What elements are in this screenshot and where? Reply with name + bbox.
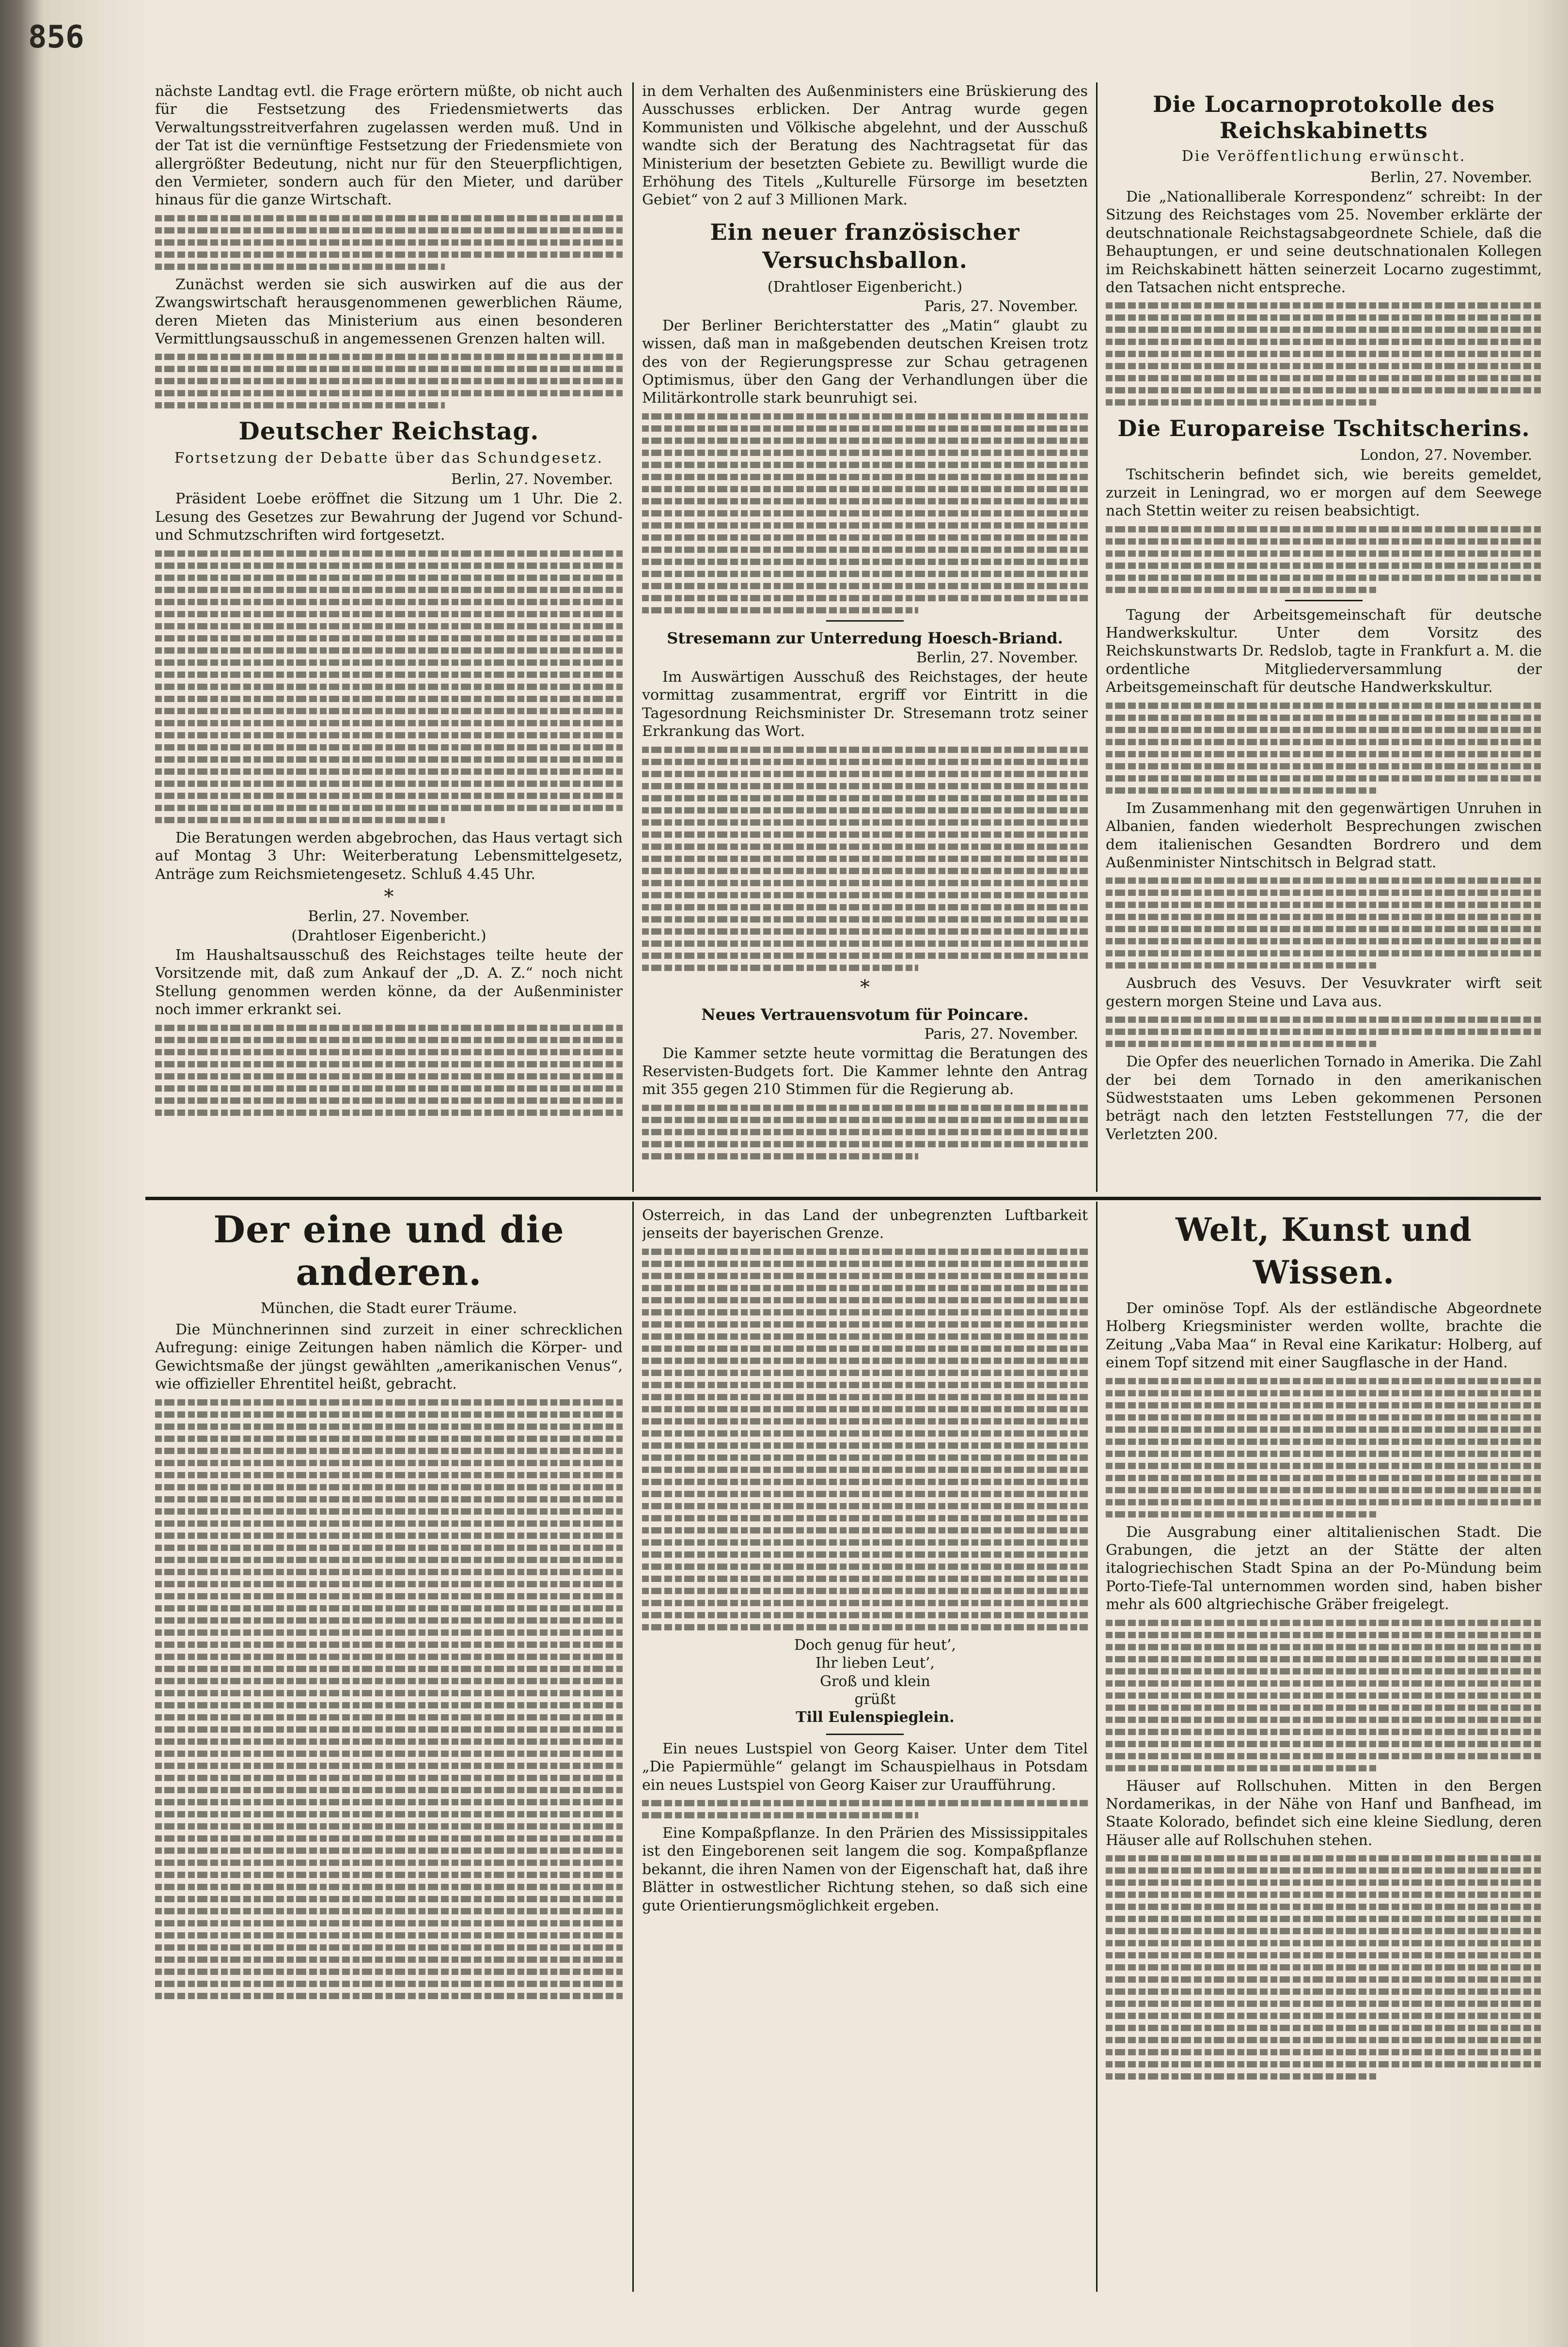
notice-kompasspflanze: Eine Kompaßpflanze. In den Prärien des Mississippitales ist den Eingeborenen seit langem die sog. Kompaßpflanze bekannt, die ihren Namen von der Eigenschaft hat, daß ihre Blätter in ostwestlicher Richtung stehen, so daß sich eine gute Orientierungsmöglichkeit ergeben. — [642, 1825, 1088, 1914]
column-2 — [642, 82, 1088, 1192]
locarno-body: Die „Nationalliberale Korrespondenz“ schreibt: In der Sitzung des Reichstages vom 25. November erklärte der deutschnationale Reichstagsabgeordnete Schiele, daß die Behauptungen, er und seine deutschnationalen Kollegen im Reichskabinett hätten seinerzeit Locarno zugestimmt, den Tatsachen nicht entspreche. — [1106, 188, 1542, 297]
separator-asterisk: * — [860, 976, 870, 999]
poem-line-3: Groß und klein — [820, 1673, 930, 1690]
tschitscherin-body: Tschitscherin befindet sich, wie bereits gemeldet, zurzeit in Leningrad, wo er morgen auf dem Seewege nach Stettin weiter zu reisen beabsichtigt. — [1106, 466, 1542, 520]
drahtlos-dateline: Berlin, 27. November. — [308, 908, 470, 925]
section-rule — [826, 1734, 904, 1735]
text-lines — [155, 215, 623, 270]
reichstag-headline: Deutscher Reichstag. — [238, 417, 539, 446]
text-lines — [1106, 1855, 1542, 2080]
section-rule — [1285, 600, 1363, 601]
feuilleton-body-continued: Osterreich, in das Land der unbegrenzten Luftbarkeit jenseits der bayerischen Grenze. — [642, 1207, 1088, 1242]
welt-headline: Welt, Kunst und Wissen. — [1176, 1211, 1472, 1291]
reichstag-dateline: Berlin, 27. November. — [451, 471, 613, 488]
text-lines — [1106, 526, 1542, 593]
text-lines — [642, 747, 1088, 971]
reichstag-body-end: Die Beratungen werden abgebrochen, das Haus vertagt sich auf Montag 3 Uhr: Weiterberatung Lebensmittelgesetz, Anträge zum Reichsmietengesetz. Schluß 4.45 Uhr. — [155, 829, 623, 883]
drahtlos-source: (Drahtloser Eigenbericht.) — [291, 927, 486, 944]
text-lines — [642, 1105, 1088, 1159]
intro-paragraph-lead: nächste Landtag evtl. die Frage erörtern müßte, ob nicht auch für die Festsetzung des Friedensmietwerts das Verwaltungsstreitverfahren zugelassen werden muß. Und in der Tat ist die vernünftige Festsetzung der Friedensmiete von allergrößter Bedeutung, nicht nur für den Steuerpflichtigen, den Vermieter, sondern auch für den Mieter, und darüber hinaus für die ganze Wirtschaft. — [155, 83, 623, 209]
separator-asterisk: * — [384, 885, 394, 908]
page-number: 856 — [28, 19, 84, 55]
column-1 — [155, 82, 623, 1192]
locarno-subhead: Die Veröffentlichung erwünscht. — [1181, 148, 1466, 165]
notice-lustspiel: Ein neues Lustspiel von Georg Kaiser. Unter dem Titel „Die Papiermühle“ gelangt im Schauspielhaus in Potsdam ein neues Lustspiel von Georg Kaiser zur Uraufführung. — [642, 1740, 1088, 1794]
reichstag-body-lead: Präsident Loebe eröffnet die Sitzung um 1 Uhr. Die 2. Lesung des Gesetzes zur Bewahrung der Jugend vor Schund- und Schmutzschriften wird fortgesetzt. — [155, 490, 623, 544]
text-lines — [1106, 302, 1542, 406]
ausschuss-continuation: in dem Verhalten des Außenministers eine Brüskierung des Ausschusses erblicken. Der Antrag wurde gegen Kommunisten und Völkische abgelehnt, und der Ausschuß wandte sich der Beratung des Nachtragsetat für das Ministerium der besetzten Gebiete zu. Bewilligt wurde die Erhöhung des Titels „Kulturelle Fürsorge im besetzten Gebiet“ von 2 auf 3 Millionen Mark. — [642, 83, 1088, 209]
text-lines — [642, 1249, 1088, 1630]
text-lines — [1106, 703, 1542, 794]
welt-column — [1106, 1206, 1542, 2287]
poem-line-1: Doch genug für heut’, — [794, 1636, 956, 1654]
tschitscherin-headline: Die Europareise Tschitscherins. — [1117, 415, 1530, 442]
feuilleton-body: Die Münchnerinnen sind zurzeit in einer schrecklichen Aufregung: einige Zeitungen haben nämlich die Körper- und Gewichtsmaße der jüngst gewählten „amerikanischen Venus“, wie offizieller Ehrentitel heißt, gebracht. — [155, 1321, 623, 1393]
column-3 — [1106, 82, 1542, 1192]
versuchsballon-body: Der Berliner Berichterstatter des „Matin“ glaubt zu wissen, daß man in maßgebenden deutschen Kreisen trotz des von der Regierungspresse zur Schau getragenen Optimismus, über den Gang der Verhandlungen über die Militärkontrolle stark beunruhigt sei. — [642, 317, 1088, 407]
author-signature: Till Eulenspieglein. — [796, 1709, 955, 1726]
poincare-headline: Neues Vertrauensvotum für Poincare. — [701, 1005, 1029, 1024]
column-rule — [632, 1202, 634, 2292]
text-lines — [155, 550, 623, 823]
versuchsballon-source: (Drahtloser Eigenbericht.) — [767, 278, 963, 296]
text-lines — [1106, 1017, 1542, 1047]
note-handwerkskultur: Tagung der Arbeitsgemeinschaft für deutsche Handwerkskultur. Unter dem Vorsitz des Reichskunstwarts Dr. Redslob, tagte in Frankfurt a. M. die ordentliche Mitgliederversammlung der Arbeitsgemeinschaft für deutsche Handwerkskultur. — [1106, 606, 1542, 696]
feuilleton-column-2 — [642, 1206, 1088, 2287]
locarno-dateline: Berlin, 27. November. — [1370, 169, 1532, 186]
column-rule — [1096, 82, 1098, 1192]
text-lines — [642, 413, 1088, 613]
text-lines — [642, 1800, 1088, 1818]
text-lines — [155, 354, 623, 408]
closing-greeting: grüßt — [854, 1691, 896, 1708]
versuchsballon-headline: Ein neuer französischer Versuchsballon. — [710, 219, 1020, 273]
column-rule — [1096, 1202, 1098, 2292]
text-lines — [1106, 877, 1542, 969]
poem-line-2: Ihr lieben Leut’, — [815, 1655, 935, 1672]
versuchsballon-dateline: Paris, 27. November. — [924, 297, 1078, 315]
text-lines — [155, 1399, 623, 1999]
note-tornado: Die Opfer des neuerlichen Tornado in Amerika. Die Zahl der bei dem Tornado in den amerikanischen Südweststaaten ums Leben gekommenen Personen beträgt nach den letzten Feststellungen 77, die der Verletzten 200. — [1106, 1053, 1542, 1143]
feuilleton-column-1 — [155, 1206, 623, 2287]
intro-paragraph-tail: Zunächst werden sie sich auswirken auf die aus der Zwangswirtschaft herausgenommenen gewerblichen Räume, deren Mieten das Ministerium aus einen besonderen Vermittlungsausschuß in angemessenen Grenzen halten will. — [155, 276, 623, 348]
section-divider — [145, 1197, 1541, 1200]
text-lines — [1106, 1378, 1542, 1518]
note-vesuv: Ausbruch des Vesuvs. Der Vesuvkrater wirft seit gestern morgen Steine und Lava aus. — [1106, 975, 1542, 1010]
section-rule — [826, 620, 904, 622]
feuilleton-subhead: München, die Stadt eurer Träume. — [260, 1300, 517, 1317]
column-rule — [632, 82, 634, 1192]
welt-item-topf: Der ominöse Topf. Als der estländische Abgeordnete Holberg Kriegsminister werden wollte, brachte die Zeitung „Vaba Maa“ in Reval eine Karikatur: Holberg, auf einem Topf sitzend mit einer Saugflasche in der Hand. — [1106, 1300, 1542, 1372]
text-lines — [1106, 1620, 1542, 1771]
welt-item-ausgrabung: Die Ausgrabung einer altitalienischen Stadt. Die Grabungen, die jetzt an der Stätte der alten italogriechischen Stadt Spina an der Po-Mündung beim Porto-Tiefe-Tal unternommen worden sind, haben bisher mehr als 600 altgriechische Gräber freigelegt. — [1106, 1523, 1542, 1613]
poincare-body: Die Kammer setzte heute vormittag die Beratungen des Reservisten-Budgets fort. Die Kammer lehnte den Antrag mit 355 gegen 210 Stimmen für die Regierung ab. — [642, 1045, 1088, 1098]
poincare-dateline: Paris, 27. November. — [924, 1025, 1078, 1043]
feuilleton-headline: Der eine und die anderen. — [213, 1208, 564, 1294]
hoesch-body: Im Auswärtigen Ausschuß des Reichstages, der heute vormittag zusammentrat, ergriff vor Eintritt in die Tagesordnung Reichsminister Dr. Stresemann trotz seiner Erkrankung das Wort. — [642, 668, 1088, 740]
reichstag-subhead: Fortsetzung der Debatte über das Schundgesetz. — [174, 450, 604, 467]
locarno-headline: Die Locarnoprotokolle des Reichskabinetts — [1153, 91, 1495, 143]
hoesch-headline: Stresemann zur Unterredung Hoesch-Briand. — [667, 628, 1063, 647]
text-lines — [155, 1025, 623, 1116]
note-albanien: Im Zusammenhang mit den gegenwärtigen Unruhen in Albanien, fanden wiederholt Besprechungen zwischen dem italienischen Gesandten Bordrero und dem Außenminister Nintschitsch in Belgrad statt. — [1106, 799, 1542, 871]
drahtlos-body: Im Haushaltsausschuß des Reichstages teilte heute der Vorsitzende mit, daß zum Ankauf der „D. A. Z.“ noch nicht Stellung genommen werden könne, da der Außenminister noch immer erkrankt sei. — [155, 946, 623, 1018]
hoesch-dateline: Berlin, 27. November. — [916, 649, 1078, 666]
tschitscherin-dateline: London, 27. November. — [1360, 447, 1532, 464]
welt-item-rollschuhe: Häuser auf Rollschuhen. Mitten in den Bergen Nordamerikas, in der Nähe von Hanf und Banfhead, im Staate Kolorado, befindet sich eine kleine Siedlung, deren Häuser alle auf Rollschuhen stehen. — [1106, 1777, 1542, 1849]
